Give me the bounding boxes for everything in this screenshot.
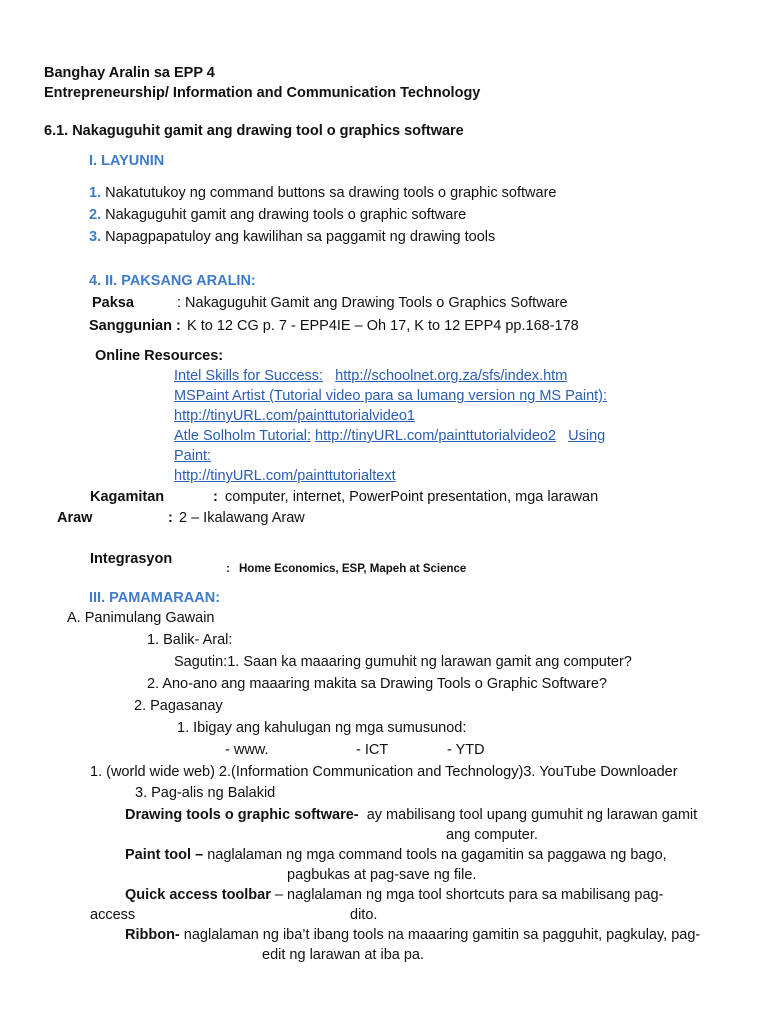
def-paint-tool: [125, 846, 667, 864]
online-row-paint: [174, 447, 211, 465]
item-number: 1.: [89, 185, 102, 201]
painttutorialvideo1-link[interactable]: http://tinyURL.com/painttutorialvideo1: [174, 408, 415, 424]
using-paint-link[interactable]: Using: [568, 428, 606, 444]
sanggunian-label: Sanggunian :: [89, 318, 181, 334]
term-label: Drawing tools o graphic software-: [125, 807, 359, 823]
def-drawing-tools-cont: ang computer.: [446, 827, 538, 843]
item-number: 2.: [89, 207, 102, 223]
term-definition: – naglalaman ng mga tool shortcuts para sa mabilisang pag-: [274, 887, 664, 903]
def-quick-access-cont-b: dito.: [350, 907, 378, 923]
online-resources-label: Online Resources:: [95, 348, 224, 364]
pamamaraan-heading: III. PAMAMARAAN:: [89, 590, 221, 606]
competency-title: 6.1. Nakaguguhit gamit ang drawing tool o graphics software: [44, 123, 464, 139]
intel-skills-link[interactable]: Intel Skills for Success:: [174, 368, 324, 384]
sanggunian-value: K to 12 CG p. 7 - EPP4IE – Oh 17, K to 12 EPP4 pp.168-178: [187, 318, 579, 334]
doc-title: Banghay Aralin sa EPP 4: [44, 65, 215, 81]
pag-alis-ng-balakid: 3. Pag-alis ng Balakid: [135, 785, 276, 801]
kagamitan-colon: :: [213, 489, 218, 505]
online-row-text-url: [174, 467, 396, 485]
balik-aral: 1. Balik- Aral:: [147, 632, 233, 648]
item-text: Nakaguguhit gamit ang drawing tools o graphic software: [105, 207, 467, 223]
kagamitan-label: Kagamitan: [90, 489, 165, 505]
term-definition: naglalaman ng iba’t ibang tools na maaaring gamitin sa pagguhit, pagkulay, pag-: [183, 927, 701, 943]
item-text: Napagpapatuloy ang kawilihan sa paggamit ng drawing tools: [105, 229, 496, 245]
term-label: Paint tool –: [125, 847, 204, 863]
online-row-atle: [174, 427, 605, 445]
term-ict: - ICT: [356, 742, 389, 758]
mspaint-artist-link[interactable]: MSPaint Artist (Tutorial video para sa lumang version ng MS Paint):: [174, 388, 608, 404]
online-row-intel: [174, 367, 567, 385]
pagsasanay: 2. Pagasanay: [134, 698, 223, 714]
painttutorialtext-link[interactable]: http://tinyURL.com/painttutorialtext: [174, 468, 396, 484]
integrasyon-label: Integrasyon: [90, 551, 173, 567]
def-ribbon: [125, 926, 700, 944]
term-definition: naglalaman ng mga command tools na gagamitin sa paggawa ng bago,: [207, 847, 667, 863]
kagamitan-value: computer, internet, PowerPoint presentation, mga larawan: [225, 489, 599, 505]
layunin-heading: I. LAYUNIN: [89, 153, 165, 169]
integrasyon-colon: :: [226, 563, 230, 575]
doc-subtitle: Entrepreneurship/ Information and Communication Technology: [44, 85, 481, 101]
def-quick-access-cont-a: access: [90, 907, 136, 923]
araw-label: Araw: [57, 510, 93, 526]
using-paint-link-cont[interactable]: Paint:: [174, 448, 212, 464]
araw-colon: :: [168, 510, 173, 526]
term-label: Quick access toolbar: [125, 887, 271, 903]
def-ribbon-cont: edit ng larawan at iba pa.: [262, 947, 425, 963]
panimulang-gawain: A. Panimulang Gawain: [67, 610, 215, 626]
term-ytd: - YTD: [447, 742, 485, 758]
term-label: Ribbon-: [125, 927, 180, 943]
painttutorialvideo2-link[interactable]: http://tinyURL.com/painttutorialvideo2: [315, 428, 557, 444]
def-drawing-tools: [125, 806, 697, 824]
sagutin-question: Sagutin:1. Saan ka maaaring gumuhit ng larawan gamit ang computer?: [174, 654, 632, 670]
question-2: 2. Ano-ano ang maaaring makita sa Drawing Tools o Graphic Software?: [147, 676, 607, 692]
paksa-value: : Nakaguguhit Gamit ang Drawing Tools o Graphics Software: [177, 295, 568, 311]
def-quick-access: [125, 886, 663, 904]
term-definition: ay mabilisang tool upang gumuhit ng larawan gamit: [366, 807, 698, 823]
online-row-mspaint: [174, 387, 607, 405]
answers-line: 1. (world wide web) 2.(Information Communication and Technology)3. YouTube Downloader: [90, 764, 678, 780]
def-paint-tool-cont: pagbukas at pag-save ng file.: [287, 867, 477, 883]
term-www: - www.: [225, 742, 269, 758]
paksa-label: Paksa: [92, 295, 134, 311]
ibigay-instruction: 1. Ibigay ang kahulugan ng mga sumusunod:: [177, 720, 467, 736]
online-row-mspaint-url: [174, 407, 415, 425]
item-text: Nakatutukoy ng command buttons sa drawing tools o graphic software: [105, 185, 557, 201]
layunin-item-1: [89, 184, 556, 202]
araw-value: 2 – Ikalawang Araw: [179, 510, 305, 526]
paksang-aralin-heading: 4. II. PAKSANG ARALIN:: [89, 273, 256, 289]
layunin-item-3: [89, 228, 495, 246]
schoolnet-url-link[interactable]: http://schoolnet.org.za/sfs/index.htm: [335, 368, 568, 384]
layunin-item-2: [89, 206, 466, 224]
atle-solholm-link[interactable]: Atle Solholm Tutorial:: [174, 428, 312, 444]
item-number: 3.: [89, 229, 102, 245]
integrasyon-value: Home Economics, ESP, Mapeh at Science: [239, 563, 467, 575]
